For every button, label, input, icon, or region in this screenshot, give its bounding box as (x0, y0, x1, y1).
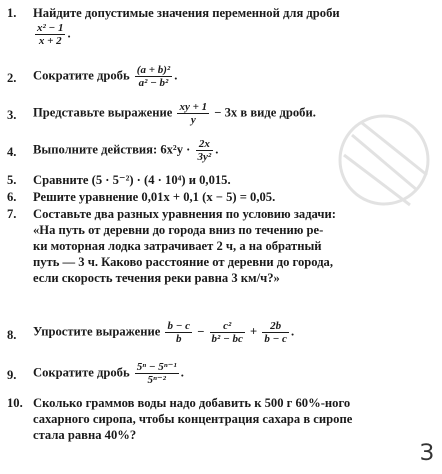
fraction: $\frac{\text{5ⁿ − 5ⁿ⁻¹}}{\text{5ⁿ⁻²}}$ (136, 361, 177, 386)
problem-text: Сравните (5 · 5⁻²) · (4 · 10⁴) и 0,015. (33, 173, 231, 187)
problem-number: 1. (7, 6, 17, 20)
problem-line: стала равна 40%? (33, 428, 137, 442)
problem-4: 4. Выполните действия: 6x²y · $\frac{2x}{\text{3y²}}$ . (7, 138, 219, 163)
problem-2: 2. Сократите дробь $\frac{\text{(a + b)²}}{\text{a² − b²}}$ . (7, 64, 178, 89)
problem-text: Сократите дробь (33, 365, 130, 380)
problem-text: Упростите выражение (33, 324, 161, 339)
problem-text: Представьте выражение (33, 105, 173, 120)
problem-line: сахарного сиропа, чтобы концентрация сахара в сиропе (33, 412, 353, 426)
problem-number: 4. (7, 145, 17, 159)
problem-line: если скорость течения реки равна 3 км/ч?» (33, 271, 280, 285)
problem-line: «На путь от деревни до города вниз по течению ре- (33, 223, 324, 237)
problem-line: ки моторная лодка затрачивает 2 ч, а на обратный (33, 239, 322, 253)
fraction: $\frac{\text{x² − 1}}{x + 2}$ (37, 22, 64, 47)
problem-number: 7. (7, 207, 17, 221)
problem-number: 8. (7, 328, 17, 342)
problem-text: Выполните действия: 6x²y · (33, 142, 191, 157)
fraction: $\frac{xy + 1}{y}$ (179, 101, 208, 126)
fraction: $\frac{\text{c²}}{\text{b² − bc}}$ (211, 320, 243, 345)
problem-number: 5. (7, 173, 17, 187)
problem-8: 8. Упростите выражение $\frac{b - c}{b}$ − $\frac{\text{c²}}{\text{b² − bc}}$ + $\frac{2b}{b - c}$ . (7, 320, 295, 345)
fraction: $\frac{2b}{b - c}$ (264, 320, 287, 345)
problem-number: 9. (7, 368, 17, 382)
problem-number: 3. (7, 108, 17, 122)
fraction: $\frac{\text{(a + b)²}}{\text{a² − b²}}$ (136, 64, 171, 89)
problem-number: 6. (7, 190, 17, 204)
problem-10 (0, 396, 440, 444)
fraction: $\frac{b - c}{b}$ (167, 320, 191, 345)
problem-text: Сократите дробь (33, 68, 130, 83)
problem-line: Составьте два разных уравнения по условию задачи: (33, 207, 336, 221)
handwritten-mark: З (419, 441, 434, 466)
fraction: $\frac{2x}{\text{3y²}}$ (197, 138, 212, 163)
problem-1: 1. Найдите допустимые значения переменной для дроби $\frac{\text{x² − 1}}{x + 2}$ . (7, 6, 340, 47)
problem-9: 9. Сократите дробь $\frac{\text{5ⁿ − 5ⁿ⁻¹}}{\text{5ⁿ⁻²}}$ . (7, 361, 184, 386)
problem-line: Сколько граммов воды надо добавить к 500 г 60%-ного (33, 396, 351, 410)
problem-text: Найдите допустимые значения переменной для дроби (33, 6, 340, 20)
problem-number: 10. (7, 396, 23, 410)
problem-line: путь — 3 ч. Каково расстояние от деревни до города, (33, 255, 334, 269)
problem-number: 2. (7, 71, 17, 85)
problem-7 (0, 207, 440, 285)
problem-3: 3. Представьте выражение $\frac{xy + 1}{y}$ − 3x в виде дроби. (7, 101, 316, 126)
problem-text: Решите уравнение 0,01x + 0,1 (x − 5) = 0,05. (33, 190, 276, 204)
